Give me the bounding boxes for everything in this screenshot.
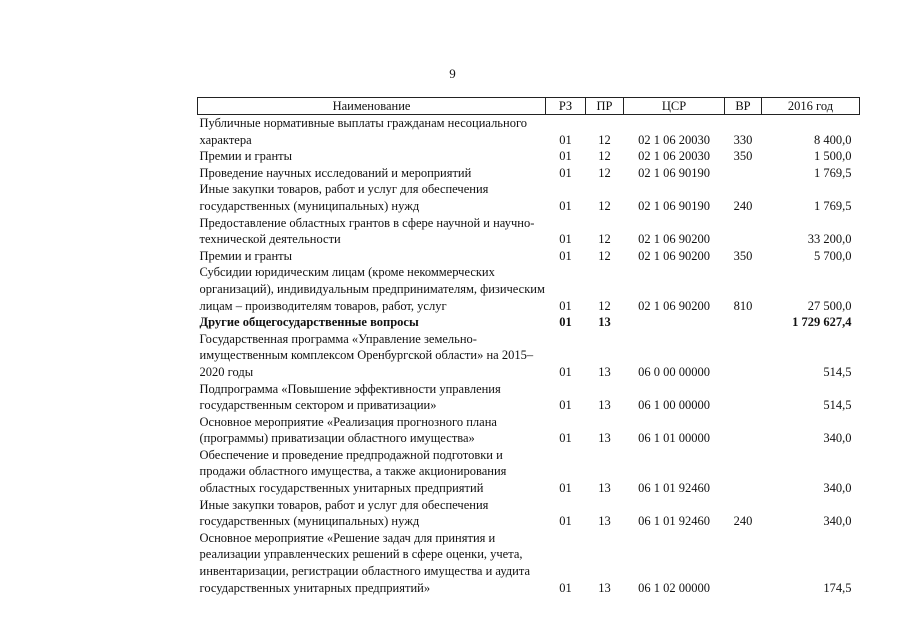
cell-csr: 06 1 00 00000 [638,398,710,413]
cell-vr [725,414,762,447]
cell-pr: 13 [598,514,611,529]
table-header-row [198,98,860,115]
cell-amount: 1 729 627,4 [792,315,852,330]
cell-pr: 13 [598,481,611,496]
cell-vr [725,165,762,182]
table-row [198,530,860,596]
cell-csr: 02 1 06 90190 [638,165,710,180]
cell-rz: 01 [559,364,572,379]
cell-vr: 240 [733,198,753,213]
table-row [198,181,860,214]
header-rz: РЗ [546,98,586,115]
cell-pr: 12 [598,198,611,213]
cell-pr: 12 [598,232,611,247]
cell-amount: 514,5 [823,364,852,379]
cell-rz: 01 [559,514,572,529]
cell-rz: 01 [559,198,572,213]
cell-amount: 174,5 [823,580,852,595]
cell-rz: 01 [559,149,572,164]
table-row [198,331,860,381]
cell-amount: 8 400,0 [814,132,852,147]
cell-amount: 340,0 [823,481,852,496]
cell-pr: 12 [598,165,611,180]
cell-amount: 340,0 [823,431,852,446]
table-row [198,314,860,331]
table-row [198,115,860,149]
cell-amount: 340,0 [823,514,852,529]
cell-rz: 01 [559,232,572,247]
table-row [198,215,860,248]
table-row [198,264,860,314]
cell-name: Проведение научных исследований и мероприятий [199,165,472,180]
cell-pr: 12 [598,149,611,164]
cell-amount: 1 500,0 [814,149,852,164]
table-row [198,497,860,530]
cell-csr: 02 1 06 90200 [638,298,710,313]
cell-name: Субсидии юридическим лицам (кроме некоммерческих организаций), индивидуальным предпринимателям, физическим лицам – производителям товаров, работ, услуг [199,265,545,313]
cell-pr: 13 [598,315,611,330]
cell-csr: 06 1 02 00000 [638,580,710,595]
cell-csr: 06 1 01 92460 [638,481,710,496]
cell-vr [725,447,762,497]
cell-vr [725,331,762,381]
cell-rz: 01 [559,165,572,180]
cell-name: Предоставление областных грантов в сфере научной и научно-технической деятельности [199,215,535,247]
cell-csr: 02 1 06 90200 [638,232,710,247]
table-row [198,165,860,182]
cell-pr: 12 [598,248,611,263]
cell-vr: 330 [733,132,753,147]
header-vr: ВР [725,98,762,115]
cell-csr: 02 1 06 20030 [638,132,710,147]
cell-amount: 5 700,0 [814,248,852,263]
cell-vr: 240 [733,514,753,529]
cell-name: Другие общегосударственные вопросы [199,315,419,330]
cell-rz: 01 [559,431,572,446]
cell-rz: 01 [559,398,572,413]
cell-pr: 13 [598,364,611,379]
cell-name: Основное мероприятие «Решение задач для принятия и реализации управленческих решений в сфере оценки, учета, инвентаризации, регистрации областного имущества и аудита государственных унитарных предприятий» [199,530,531,595]
cell-csr: 06 1 01 92460 [638,514,710,529]
table-body [198,115,860,597]
cell-csr [624,314,725,331]
cell-vr: 810 [733,298,753,313]
cell-name: Иные закупки товаров, работ и услуг для обеспечения государственных (муниципальных) нужд [199,182,489,213]
header-amount: 2016 год [762,98,860,115]
cell-rz: 01 [559,481,572,496]
table-row [198,447,860,497]
cell-pr: 12 [598,132,611,147]
cell-name: Премии и гранты [199,149,293,164]
cell-vr: 350 [733,149,753,164]
cell-vr [725,530,762,596]
cell-rz: 01 [559,132,572,147]
cell-name: Подпрограмма «Повышение эффективности управления государственным сектором и приватизации» [199,381,501,413]
cell-rz: 01 [559,298,572,313]
cell-name: Иные закупки товаров, работ и услуг для обеспечения государственных (муниципальных) нужд [199,497,489,529]
cell-vr [725,314,762,331]
cell-vr: 350 [733,248,753,263]
header-pr: ПР [586,98,624,115]
cell-csr: 02 1 06 90200 [638,248,710,263]
cell-name: Основное мероприятие «Реализация прогнозного плана (программы) приватизации областного имущества» [199,414,497,446]
cell-csr: 06 1 01 00000 [638,431,710,446]
cell-rz: 01 [559,580,572,595]
cell-pr: 13 [598,580,611,595]
cell-amount: 514,5 [823,398,852,413]
table-row [198,248,860,265]
cell-amount: 1 769,5 [814,198,852,213]
cell-pr: 13 [598,398,611,413]
cell-csr: 06 0 00 00000 [638,364,710,379]
cell-pr: 13 [598,431,611,446]
cell-amount: 27 500,0 [807,298,852,313]
cell-vr [725,381,762,414]
header-name: Наименование [198,98,546,115]
cell-name: Обеспечение и проведение предпродажной подготовки и продажи областного имущества, а также акционирования областных государственных унитарных предприятий [199,447,507,496]
cell-csr: 02 1 06 90190 [638,198,710,213]
cell-vr [725,215,762,248]
table-row [198,414,860,447]
cell-rz: 01 [559,315,572,330]
cell-name: Публичные нормативные выплаты гражданам несоциального характера [199,116,528,147]
cell-rz: 01 [559,248,572,263]
table-row [198,381,860,414]
cell-pr: 12 [598,298,611,313]
cell-csr: 02 1 06 20030 [638,149,710,164]
table-row [198,148,860,165]
header-csr: ЦСР [624,98,725,115]
cell-amount: 1 769,5 [814,165,852,180]
page-number: 9 [449,66,456,81]
cell-name: Премии и гранты [199,248,293,263]
cell-name: Государственная программа «Управление земельно-имущественным комплексом Оренбургской области» на 2015–2020 годы [199,331,534,379]
budget-table [197,97,860,596]
cell-amount: 33 200,0 [807,232,852,247]
